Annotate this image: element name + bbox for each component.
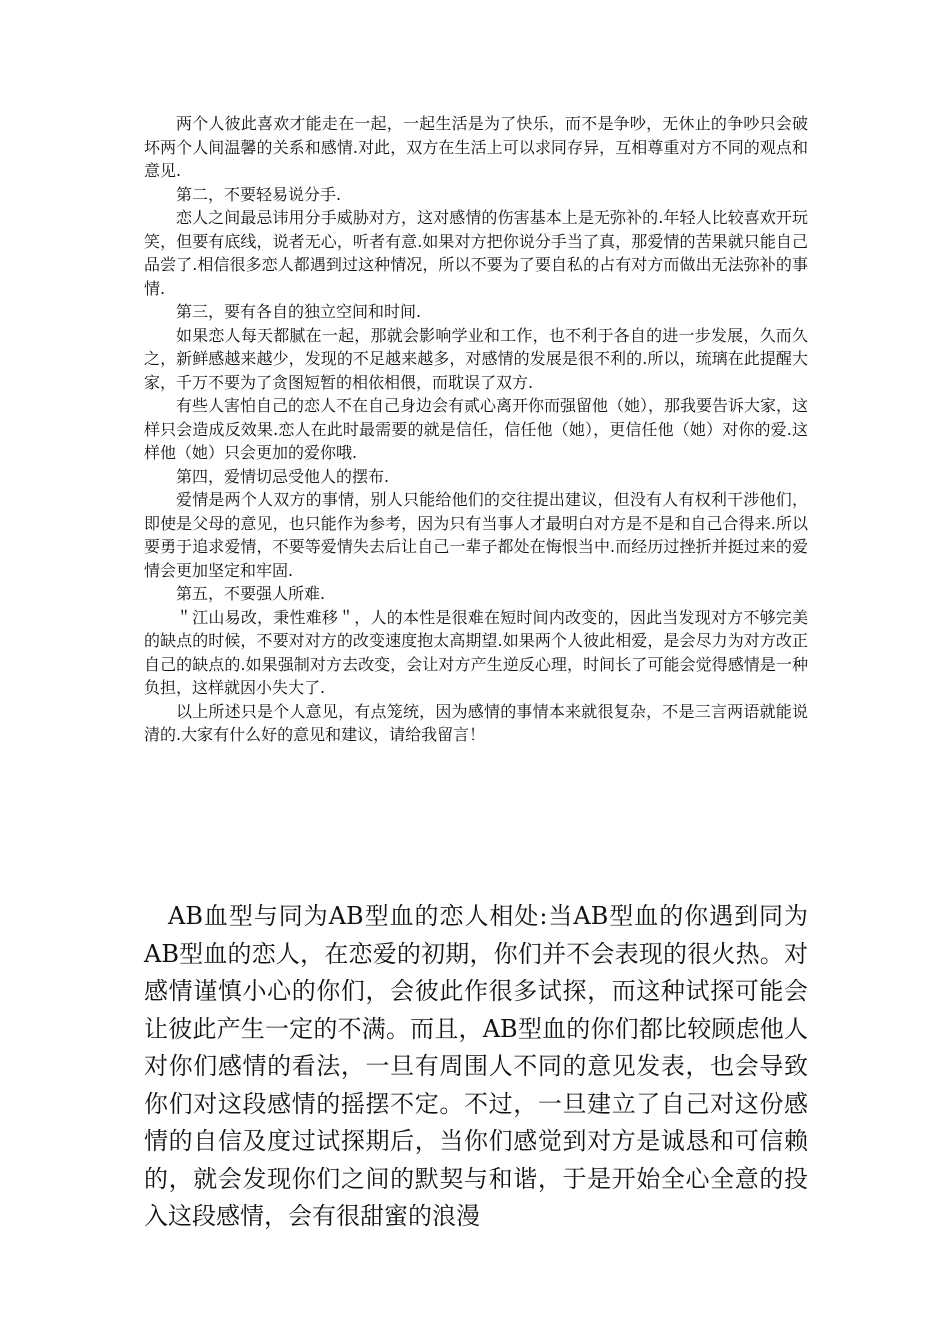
paragraph: 爱情是两个人双方的事情，别人只能给他们的交往提出建议，但没有人有权利干涉他们，即使是父母的意见，也只能作为参考，因为只有当事人才最明白对方是不是和自己合得来.所以要勇于追求爱情，不要等爱情失去后让自己一辈子都处在悔恨当中.而经历过挫折并挺过来的爱情会更加坚定和牢固. xyxy=(144,490,808,580)
paragraph: 第二，不要轻易说分手. xyxy=(176,184,342,204)
paragraph: 第四，爱情切忌受他人的摆布. xyxy=(176,466,390,486)
paragraph: AB血型与同为AB型血的恋人相处:当AB型血的你遇到同为AB型血的恋人，在恋爱的初期，你们并不会表现的很火热。对感情谨慎小心的你们，会彼此作很多试探，而这种试探可能会让彼此产生一定的不满。而且，AB型血的你们都比较顾虑他人对你们感情的看法，一旦有周围人不同的意见发表，也会导致你们对这段感情的摇摆不定。不过，一旦建立了自己对这份感情的自信及度过试探期后，当你们感觉到对方是诚恳和可信赖的，就会发现你们之间的默契与和谐，于是开始全心全意的投入这段感情，会有很甜蜜的浪漫 xyxy=(144,902,808,1230)
article-section-advice xyxy=(144,112,808,747)
paragraph: 以上所述只是个人意见，有点笼统，因为感情的事情本来就很复杂，不是三言两语就能说清的.大家有什么好的意见和建议，请给我留言！ xyxy=(144,701,808,744)
paragraph: 第三，要有各自的独立空间和时间. xyxy=(176,302,422,321)
paragraph: 第五，不要强人所难. xyxy=(176,584,326,603)
paragraph: 如果恋人每天都腻在一起，那就会影响学业和工作，也不利于各自的进一步发展，久而久之，新鲜感越来越少，发现的不足越来越多，对感情的发展是很不利的.所以，琉璃在此提醒大家，千万不要为了贪图短暂的相依相偎，而耽误了双方. xyxy=(144,325,808,392)
paragraph: 两个人彼此喜欢才能走在一起，一起生活是为了快乐，而不是争吵，无休止的争吵只会破坏两个人间温馨的关系和感情.对此，双方在生活上可以求同存异，互相尊重对方不同的观点和意见. xyxy=(144,114,808,180)
paragraph: ＂江山易改，秉性难移＂，人的本性是很难在短时间内改变的，因此当发现对方不够完美的缺点的时候，不要对对方的改变速度抱太高期望.如果两个人彼此相爱，是会尽力为对方改正自己的缺点的.如果强制对方去改变，会让对方产生逆反心理，时间长了可能会觉得感情是一种负担，这样就因小失大了. xyxy=(144,607,808,697)
article-section-bloodtype xyxy=(144,898,808,1236)
paragraph: 有些人害怕自己的恋人不在自己身边会有贰心离开你而强留他（她），那我要告诉大家，这样只会造成反效果.恋人在此时最需要的就是信任，信任他（她），更信任他（她）对你的爱.这样他（她）只会更加的爱你哦. xyxy=(144,396,809,462)
paragraph: 恋人之间最忌讳用分手威胁对方，这对感情的伤害基本上是无弥补的.年轻人比较喜欢开玩笑，但要有底线，说者无心，听者有意.如果对方把你说分手当了真，那爱情的苦果就只能自己品尝了.相信很多恋人都遇到过这种情况，所以不要为了要自私的占有对方而做出无法弥补的事情. xyxy=(144,208,808,298)
